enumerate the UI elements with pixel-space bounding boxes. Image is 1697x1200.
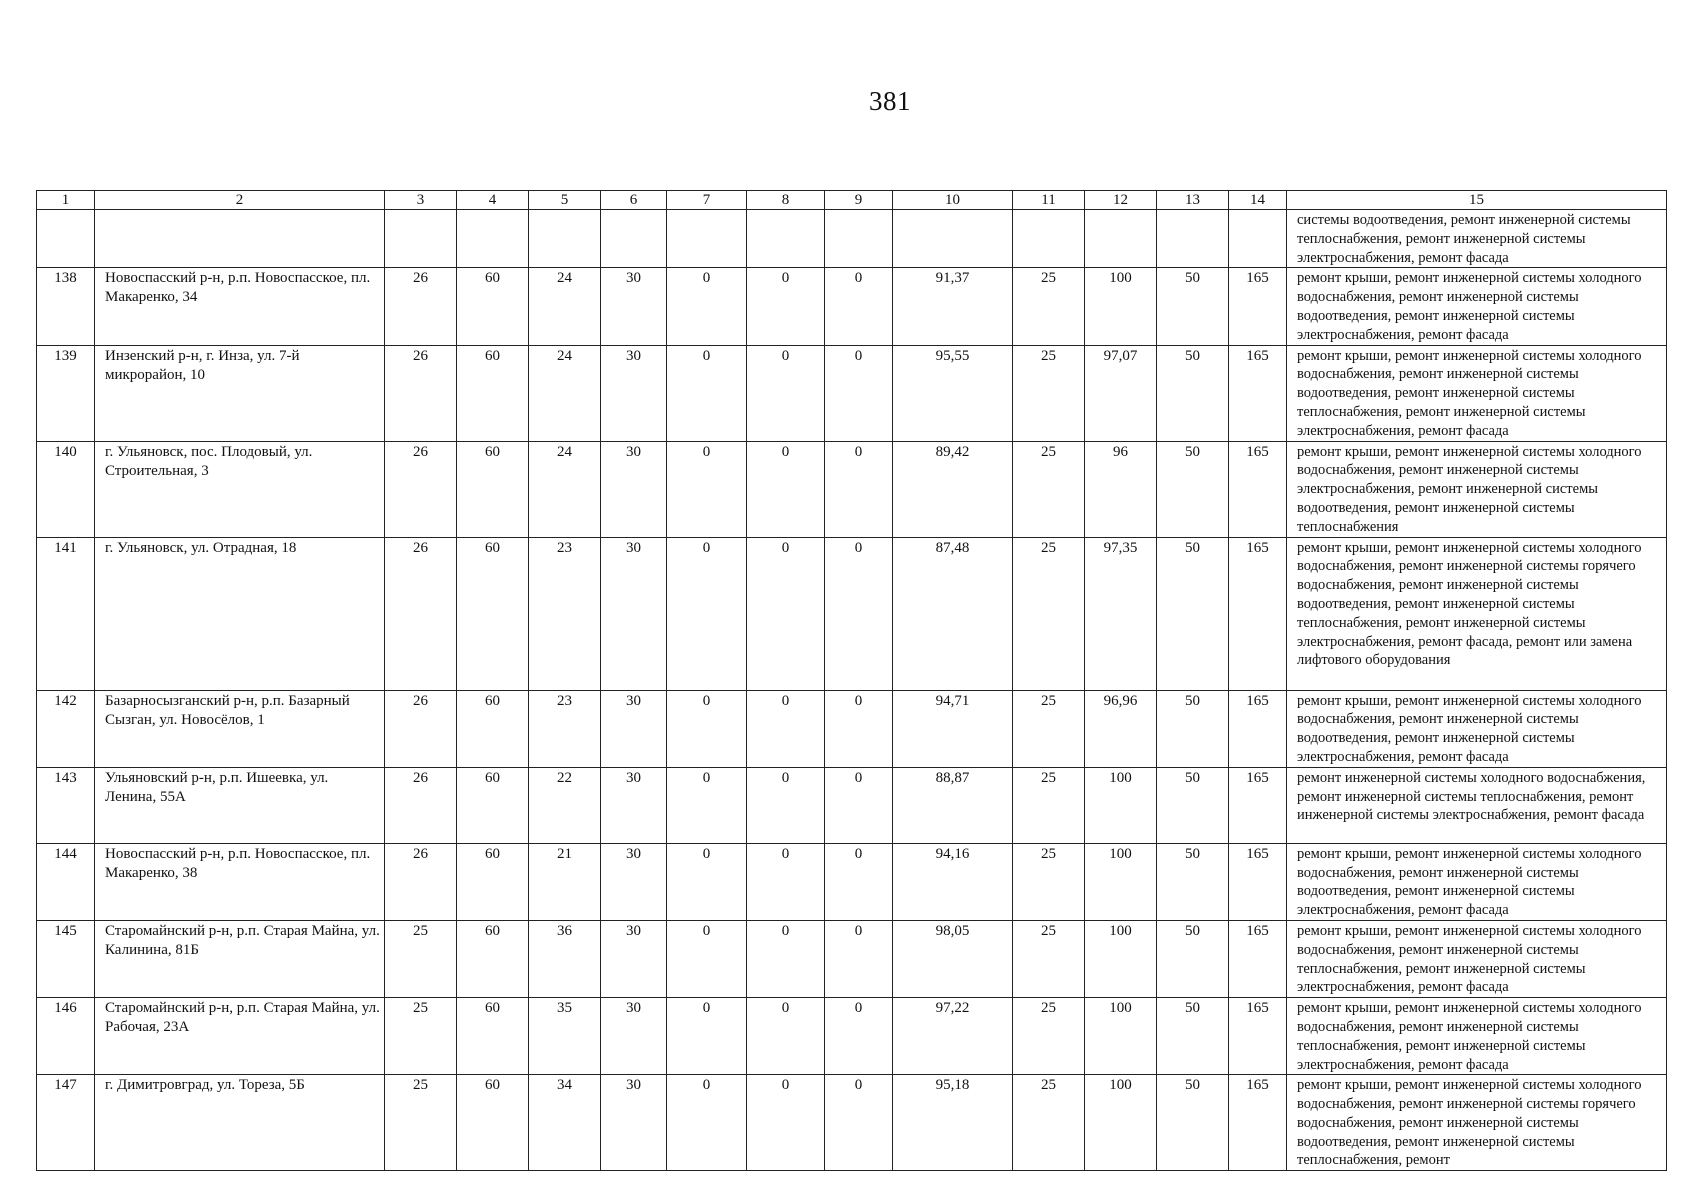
value-cell: 0 — [747, 1075, 825, 1171]
value-cell: 0 — [747, 268, 825, 345]
value-cell: 24 — [529, 441, 601, 537]
column-header: 1 — [37, 191, 95, 210]
value-cell: 25 — [385, 920, 457, 997]
value-cell: 30 — [601, 843, 667, 920]
row-number — [37, 210, 95, 268]
row-number: 141 — [37, 537, 95, 690]
value-cell: 60 — [457, 1075, 529, 1171]
value-cell: 94,71 — [893, 690, 1013, 767]
value-cell — [1229, 210, 1287, 268]
address-cell: Старомайнский р-н, р.п. Старая Майна, ул. Калинина, 81Б — [95, 920, 385, 997]
value-cell: 21 — [529, 843, 601, 920]
value-cell — [385, 210, 457, 268]
value-cell: 25 — [1013, 920, 1085, 997]
value-cell: 0 — [825, 441, 893, 537]
value-cell: 35 — [529, 998, 601, 1075]
value-cell: 26 — [385, 537, 457, 690]
value-cell: 0 — [667, 767, 747, 843]
column-header: 9 — [825, 191, 893, 210]
table-row — [37, 1075, 1667, 1171]
row-number: 140 — [37, 441, 95, 537]
value-cell: 60 — [457, 345, 529, 441]
repair-program-table — [36, 190, 1667, 1171]
value-cell: 25 — [1013, 537, 1085, 690]
value-cell: 100 — [1085, 1075, 1157, 1171]
value-cell: 98,05 — [893, 920, 1013, 997]
value-cell: 0 — [667, 843, 747, 920]
value-cell: 100 — [1085, 998, 1157, 1075]
table-row — [37, 843, 1667, 920]
value-cell: 60 — [457, 920, 529, 997]
address-cell: Ульяновский р-н, р.п. Ишеевка, ул. Ленина, 55А — [95, 767, 385, 843]
value-cell: 50 — [1157, 537, 1229, 690]
value-cell: 0 — [825, 537, 893, 690]
column-header: 11 — [1013, 191, 1085, 210]
value-cell: 0 — [667, 441, 747, 537]
table-row — [37, 441, 1667, 537]
value-cell: 50 — [1157, 920, 1229, 997]
value-cell: 0 — [747, 843, 825, 920]
value-cell: 50 — [1157, 1075, 1229, 1171]
value-cell: 30 — [601, 1075, 667, 1171]
value-cell: 0 — [825, 690, 893, 767]
value-cell: 60 — [457, 767, 529, 843]
value-cell: 25 — [1013, 843, 1085, 920]
value-cell: 100 — [1085, 843, 1157, 920]
value-cell: 0 — [747, 920, 825, 997]
column-header: 13 — [1157, 191, 1229, 210]
works-cell: ремонт крыши, ремонт инженерной системы холодного водоснабжения, ремонт инженерной системы теплоснабжения, ремонт инженерной системы электроснабжения, ремонт фасада — [1287, 998, 1667, 1075]
page-number: 381 — [869, 86, 911, 116]
value-cell: 0 — [825, 920, 893, 997]
row-number: 145 — [37, 920, 95, 997]
column-header: 12 — [1085, 191, 1157, 210]
value-cell: 25 — [1013, 268, 1085, 345]
row-number: 147 — [37, 1075, 95, 1171]
value-cell: 91,37 — [893, 268, 1013, 345]
table-row — [37, 537, 1667, 690]
value-cell: 50 — [1157, 345, 1229, 441]
value-cell — [529, 210, 601, 268]
value-cell: 30 — [601, 998, 667, 1075]
table-row — [37, 210, 1667, 268]
column-header: 2 — [95, 191, 385, 210]
value-cell: 0 — [825, 268, 893, 345]
value-cell: 0 — [667, 920, 747, 997]
value-cell: 30 — [601, 345, 667, 441]
works-cell: системы водоотведения, ремонт инженерной системы теплоснабжения, ремонт инженерной системы электроснабжения, ремонт фасада — [1287, 210, 1667, 268]
column-header: 3 — [385, 191, 457, 210]
value-cell: 0 — [825, 998, 893, 1075]
value-cell: 60 — [457, 441, 529, 537]
value-cell — [601, 210, 667, 268]
value-cell: 0 — [667, 345, 747, 441]
value-cell: 30 — [601, 441, 667, 537]
column-header: 14 — [1229, 191, 1287, 210]
value-cell: 50 — [1157, 998, 1229, 1075]
table-row — [37, 920, 1667, 997]
value-cell: 25 — [1013, 998, 1085, 1075]
value-cell — [747, 210, 825, 268]
value-cell: 50 — [1157, 690, 1229, 767]
value-cell: 0 — [667, 690, 747, 767]
row-number: 138 — [37, 268, 95, 345]
value-cell: 88,87 — [893, 767, 1013, 843]
value-cell: 30 — [601, 920, 667, 997]
address-cell: г. Ульяновск, пос. Плодовый, ул. Строительная, 3 — [95, 441, 385, 537]
value-cell — [893, 210, 1013, 268]
value-cell: 0 — [747, 441, 825, 537]
value-cell: 30 — [601, 268, 667, 345]
value-cell: 23 — [529, 690, 601, 767]
value-cell: 36 — [529, 920, 601, 997]
column-number-row — [37, 191, 1667, 210]
row-number: 139 — [37, 345, 95, 441]
value-cell: 23 — [529, 537, 601, 690]
value-cell: 96 — [1085, 441, 1157, 537]
value-cell: 24 — [529, 345, 601, 441]
value-cell: 0 — [825, 767, 893, 843]
value-cell: 165 — [1229, 345, 1287, 441]
works-cell: ремонт крыши, ремонт инженерной системы холодного водоснабжения, ремонт инженерной системы водоотведения, ремонт инженерной системы электроснабжения, ремонт фасада — [1287, 268, 1667, 345]
value-cell: 60 — [457, 998, 529, 1075]
value-cell: 30 — [601, 767, 667, 843]
works-cell: ремонт крыши, ремонт инженерной системы холодного водоснабжения, ремонт инженерной системы водоотведения, ремонт инженерной системы теплоснабжения, ремонт инженерной системы электроснабжения, ремонт фасада — [1287, 345, 1667, 441]
value-cell — [667, 210, 747, 268]
column-header: 5 — [529, 191, 601, 210]
value-cell: 60 — [457, 690, 529, 767]
works-cell: ремонт крыши, ремонт инженерной системы холодного водоснабжения, ремонт инженерной системы горячего водоснабжения, ремонт инженерной системы водоотведения, ремонт инженерной системы теплоснабжения, ремонт — [1287, 1075, 1667, 1171]
value-cell: 26 — [385, 690, 457, 767]
value-cell: 60 — [457, 843, 529, 920]
value-cell — [457, 210, 529, 268]
table-row — [37, 998, 1667, 1075]
value-cell: 25 — [1013, 767, 1085, 843]
column-header: 8 — [747, 191, 825, 210]
works-cell: ремонт крыши, ремонт инженерной системы холодного водоснабжения, ремонт инженерной системы электроснабжения, ремонт инженерной системы водоотведения, ремонт инженерной системы теплоснабжения — [1287, 441, 1667, 537]
value-cell: 34 — [529, 1075, 601, 1171]
value-cell: 0 — [747, 345, 825, 441]
value-cell: 50 — [1157, 441, 1229, 537]
value-cell: 26 — [385, 843, 457, 920]
value-cell: 25 — [385, 1075, 457, 1171]
value-cell: 0 — [825, 345, 893, 441]
value-cell: 26 — [385, 441, 457, 537]
value-cell: 25 — [1013, 1075, 1085, 1171]
table-row — [37, 268, 1667, 345]
value-cell: 25 — [1013, 690, 1085, 767]
value-cell: 30 — [601, 690, 667, 767]
works-cell: ремонт инженерной системы холодного водоснабжения, ремонт инженерной системы теплоснабжения, ремонт инженерной системы электроснабжения, ремонт фасада — [1287, 767, 1667, 843]
value-cell: 25 — [1013, 345, 1085, 441]
value-cell: 0 — [825, 843, 893, 920]
value-cell: 22 — [529, 767, 601, 843]
value-cell: 26 — [385, 268, 457, 345]
value-cell: 165 — [1229, 767, 1287, 843]
value-cell: 165 — [1229, 843, 1287, 920]
value-cell: 25 — [385, 998, 457, 1075]
value-cell: 165 — [1229, 1075, 1287, 1171]
value-cell: 0 — [667, 537, 747, 690]
value-cell: 60 — [457, 537, 529, 690]
value-cell: 96,96 — [1085, 690, 1157, 767]
row-number: 144 — [37, 843, 95, 920]
value-cell: 87,48 — [893, 537, 1013, 690]
value-cell: 95,18 — [893, 1075, 1013, 1171]
address-cell: г. Димитровград, ул. Тореза, 5Б — [95, 1075, 385, 1171]
value-cell: 26 — [385, 345, 457, 441]
value-cell — [1013, 210, 1085, 268]
value-cell — [825, 210, 893, 268]
value-cell: 165 — [1229, 920, 1287, 997]
address-cell: Базарносызганский р-н, р.п. Базарный Сызган, ул. Новосёлов, 1 — [95, 690, 385, 767]
address-cell — [95, 210, 385, 268]
address-cell: Новоспасский р-н, р.п. Новоспасское, пл. Макаренко, 38 — [95, 843, 385, 920]
address-cell: Инзенский р-н, г. Инза, ул. 7-й микрорайон, 10 — [95, 345, 385, 441]
value-cell: 0 — [667, 1075, 747, 1171]
works-cell: ремонт крыши, ремонт инженерной системы холодного водоснабжения, ремонт инженерной системы горячего водоснабжения, ремонт инженерной системы водоотведения, ремонт инженерной системы теплоснабжения, ремонт инженерной системы электроснабжения, ремонт фасада, ремонт или замена лифтового оборудования — [1287, 537, 1667, 690]
value-cell: 89,42 — [893, 441, 1013, 537]
value-cell: 60 — [457, 268, 529, 345]
value-cell: 0 — [747, 537, 825, 690]
value-cell: 165 — [1229, 537, 1287, 690]
value-cell: 165 — [1229, 268, 1287, 345]
table-row — [37, 345, 1667, 441]
value-cell: 50 — [1157, 843, 1229, 920]
value-cell: 26 — [385, 767, 457, 843]
column-header: 10 — [893, 191, 1013, 210]
value-cell: 25 — [1013, 441, 1085, 537]
column-header: 4 — [457, 191, 529, 210]
value-cell: 165 — [1229, 690, 1287, 767]
value-cell: 50 — [1157, 268, 1229, 345]
value-cell: 100 — [1085, 268, 1157, 345]
value-cell: 97,35 — [1085, 537, 1157, 690]
address-cell: Старомайнский р-н, р.п. Старая Майна, ул. Рабочая, 23А — [95, 998, 385, 1075]
address-cell: Новоспасский р-н, р.п. Новоспасское, пл. Макаренко, 34 — [95, 268, 385, 345]
value-cell: 100 — [1085, 920, 1157, 997]
value-cell: 24 — [529, 268, 601, 345]
column-header: 7 — [667, 191, 747, 210]
value-cell: 97,22 — [893, 998, 1013, 1075]
column-header: 6 — [601, 191, 667, 210]
value-cell: 0 — [747, 998, 825, 1075]
value-cell: 0 — [825, 1075, 893, 1171]
table-row — [37, 767, 1667, 843]
value-cell: 50 — [1157, 767, 1229, 843]
value-cell: 95,55 — [893, 345, 1013, 441]
value-cell: 0 — [667, 268, 747, 345]
address-cell: г. Ульяновск, ул. Отрадная, 18 — [95, 537, 385, 690]
value-cell: 0 — [747, 767, 825, 843]
value-cell: 165 — [1229, 998, 1287, 1075]
row-number: 146 — [37, 998, 95, 1075]
value-cell: 94,16 — [893, 843, 1013, 920]
value-cell: 100 — [1085, 767, 1157, 843]
value-cell: 165 — [1229, 441, 1287, 537]
works-cell: ремонт крыши, ремонт инженерной системы холодного водоснабжения, ремонт инженерной системы теплоснабжения, ремонт инженерной системы электроснабжения, ремонт фасада — [1287, 920, 1667, 997]
works-cell: ремонт крыши, ремонт инженерной системы холодного водоснабжения, ремонт инженерной системы водоотведения, ремонт инженерной системы электроснабжения, ремонт фасада — [1287, 843, 1667, 920]
value-cell: 0 — [747, 690, 825, 767]
row-number: 143 — [37, 767, 95, 843]
value-cell: 30 — [601, 537, 667, 690]
value-cell — [1085, 210, 1157, 268]
column-header: 15 — [1287, 191, 1667, 210]
row-number: 142 — [37, 690, 95, 767]
works-cell: ремонт крыши, ремонт инженерной системы холодного водоснабжения, ремонт инженерной системы водоотведения, ремонт инженерной системы электроснабжения, ремонт фасада — [1287, 690, 1667, 767]
table-row — [37, 690, 1667, 767]
value-cell — [1157, 210, 1229, 268]
value-cell: 0 — [667, 998, 747, 1075]
value-cell: 97,07 — [1085, 345, 1157, 441]
